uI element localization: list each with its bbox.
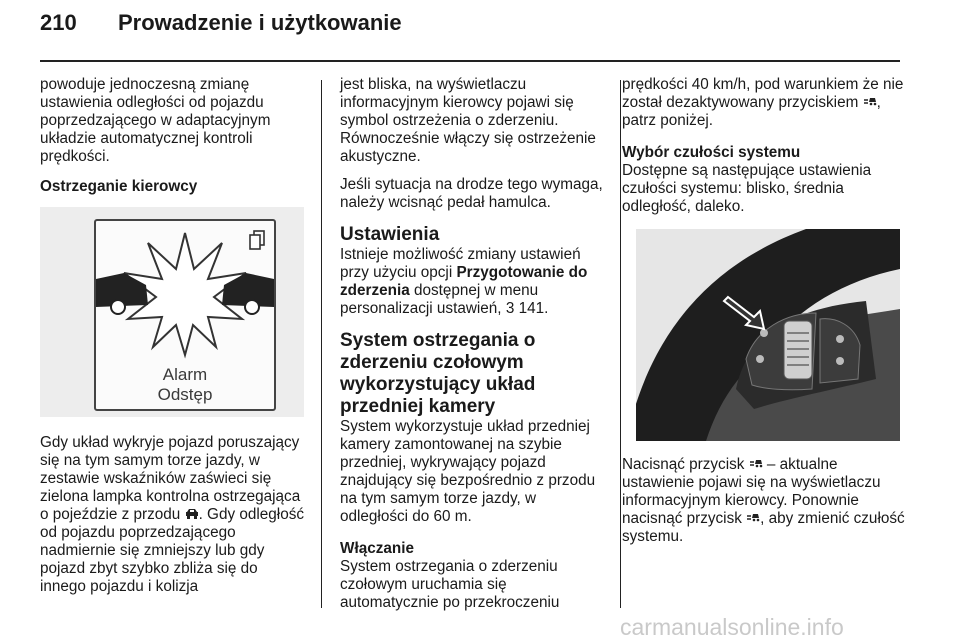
column-divider-2 xyxy=(620,80,621,608)
column-2 xyxy=(340,76,608,612)
page-number: 210 xyxy=(40,10,77,35)
section-heading-system: System ostrzegania o zderzeniu czołowym wykorzystujący układ przedniej kamery xyxy=(340,330,536,417)
page-title: Prowadzenie i użytkowanie xyxy=(118,10,402,35)
column-1 xyxy=(40,76,306,196)
column-3-lower xyxy=(622,456,906,546)
col2-paragraph-2: Jeśli sytuacja na drodze tego wymaga, należy wcisnąć pedał hamulca. xyxy=(340,176,603,211)
col3-p3-text-a: Nacisnąć przycisk xyxy=(622,456,749,473)
steering-wheel-illustration xyxy=(636,229,900,441)
vehicle-ahead-icon xyxy=(185,506,199,524)
wlaczanie-paragraph: System ostrzegania o zderzeniu czołowym uruchamia się automatycznie po przekroczeniu xyxy=(340,558,560,611)
col2-paragraph-1: jest bliska, na wyświetlaczu informacyjnym kierowcy pojawi się symbol ostrzeżenia o zderzeniu. Równocześnie włączy się ostrzeżenie akustyczne. xyxy=(340,76,596,165)
column-divider-1 xyxy=(321,80,322,608)
col3-paragraph-3 xyxy=(622,456,906,546)
page-reference-link[interactable]: 3 141. xyxy=(505,300,549,317)
col1-p2-text-b: . Gdy odległość od pojazdu poprzedzającego nadmiernie się zmniejszy lub gdy pojazd zbyt szybko zbliża się do innego pojazdu i kolizja xyxy=(40,506,304,595)
display-screen xyxy=(94,219,276,411)
alarm-label: Alarm xyxy=(162,365,208,384)
col1-paragraph-2 xyxy=(40,434,306,596)
wybor-paragraph: Dostępne są następujące ustawienia czułości systemu: blisko, średnia odległość, daleko. xyxy=(622,162,872,215)
steering-wheel-figure xyxy=(636,229,900,441)
col3-p1-text-b: , patrz poniżej. xyxy=(622,94,881,129)
distance-label: Odstęp xyxy=(157,385,213,404)
col3-paragraph-1 xyxy=(622,76,906,130)
system-paragraph: System wykorzystuje układ przedniej kamery zamontowanej na szybie przedniej, wykrywający pojazd znajdujący się bezpośrednio z przodu na tym samym torze jazdy, w odległości do 60 m. xyxy=(340,418,596,525)
section-heading-wlaczanie: Włączanie xyxy=(340,540,414,557)
collision-button-icon xyxy=(863,94,877,112)
section-heading-ustawienia: Ustawienia xyxy=(340,224,440,245)
column-3 xyxy=(622,76,906,216)
header-rule xyxy=(40,60,900,62)
col3-p3-text-c: , aby zmienić czułość systemu. xyxy=(622,510,905,545)
ustawienia-option-name: Przygotowanie do zderzenia xyxy=(340,264,588,299)
collision-button-icon-3 xyxy=(746,510,760,528)
col1-p2-text-a: Gdy układ wykryje pojazd poruszający się na tym samym torze jazdy, w zestawie wskaźników zaświeci się zielona lampka kontrolna ostrzegająca o pojeździe z przodu xyxy=(40,434,301,523)
ustawienia-text-c: dostępnej w menu personalizacji ustawień, xyxy=(340,282,539,317)
col1-paragraph-1: powoduje jednoczesną zmianę ustawienia odległości od pojazdu poprzedzającego w adaptacyjnym układzie automatycznej kontroli prędkości. xyxy=(40,76,271,165)
watermark: carmanualsonline.info xyxy=(620,614,844,640)
section-heading-wybor: Wybór czułości systemu xyxy=(622,144,801,161)
collision-button-icon-2 xyxy=(749,456,763,474)
ustawienia-paragraph xyxy=(340,246,608,318)
col3-p1-text-a: prędkości 40 km/h, pod warunkiem że nie został dezaktywowany przyciskiem xyxy=(622,76,904,111)
col3-p3-text-b: – aktualne ustawienie pojawi się na wyświetlaczu informacyjnym kierowcy. Ponownie nacisnąć przycisk xyxy=(622,456,881,527)
column-1-lower xyxy=(40,434,306,596)
ustawienia-text-a: Istnieje możliwość zmiany ustawień przy użyciu opcji xyxy=(340,246,581,281)
warning-figure xyxy=(40,207,304,417)
section-heading-ostrzeganie: Ostrzeganie kierowcy xyxy=(40,178,198,195)
